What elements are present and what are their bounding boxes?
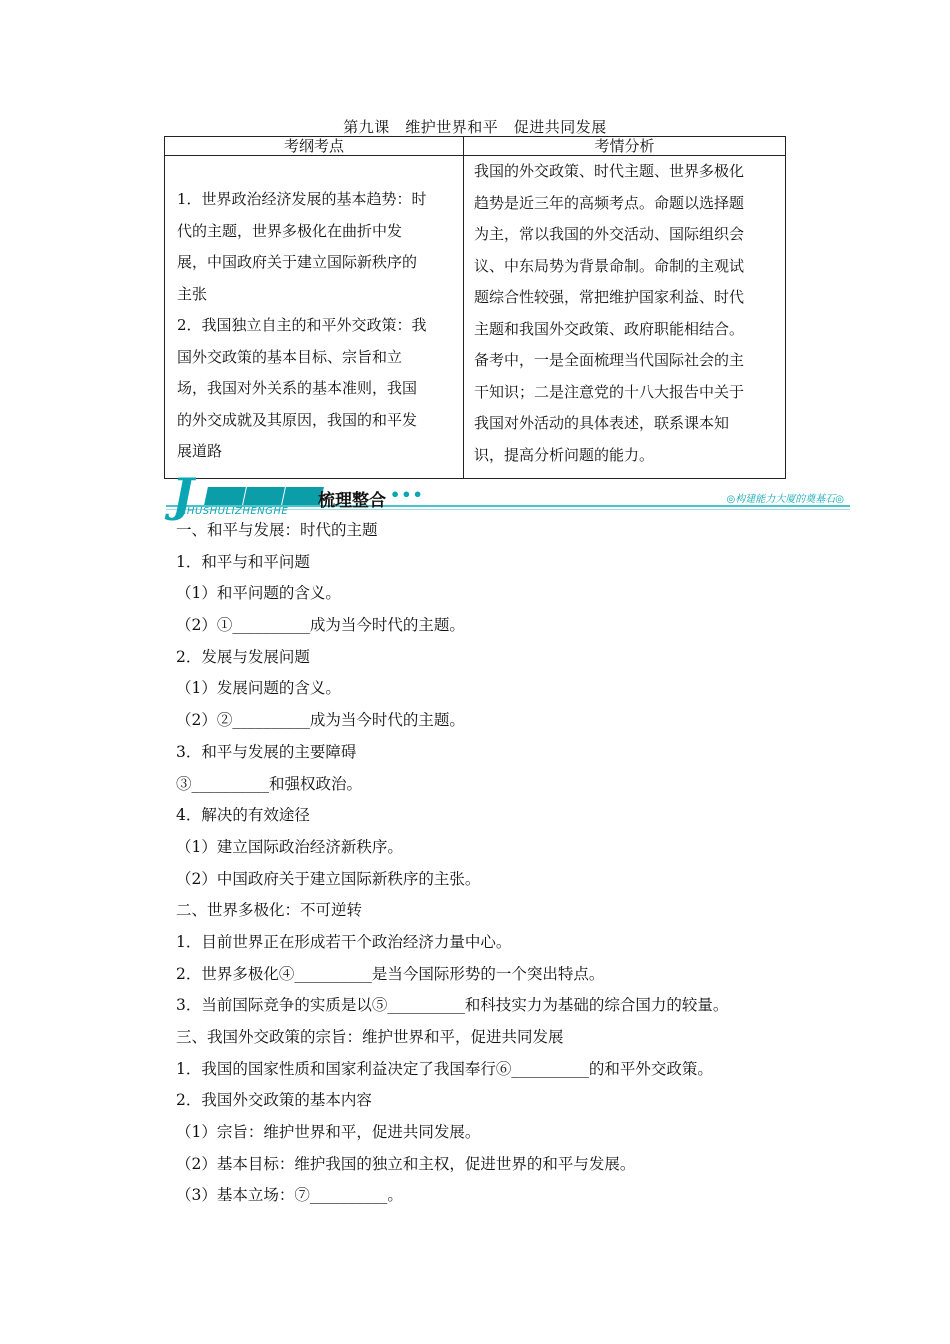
content-line: （1）和平问题的含义。 [176, 584, 341, 603]
banner-letter: J [172, 468, 194, 522]
analysis-cell [464, 156, 786, 479]
analysis-line: 识，提高分析问题的能力。 [474, 445, 655, 464]
analysis-line: 为主，常以我国的外交活动、国际组织会 [474, 225, 745, 243]
content-line: 二、世界多极化：不可逆转 [176, 901, 363, 920]
outline-line: 展，中国政府关于建立国际新秩序的 [177, 253, 418, 271]
content-line: （2）②__________成为当今时代的主题。 [176, 711, 465, 730]
table-header-analysis: 考情分析 [464, 137, 786, 156]
content-line: 1．和平与和平问题 [176, 552, 310, 571]
content-line: 2．发展与发展问题 [176, 647, 310, 666]
banner-dots: ••• [390, 485, 424, 504]
content-line: 1．我国的国家性质和国家利益决定了我国奉行⑥__________的和平外交政策。 [176, 1059, 713, 1078]
content-line: （1）宗旨：维护世界和平，促进共同发展。 [176, 1123, 481, 1142]
banner-pinyin: ICHUSHULIZHENGHE [176, 506, 289, 517]
banner-slogan: ◎构建能力大厦的奠基石◎ [726, 494, 844, 505]
content-line: （1）发展问题的含义。 [176, 679, 341, 698]
content-line: 一、和平与发展：时代的主题 [176, 521, 378, 539]
content-line: 4．解决的有效途径 [176, 806, 310, 825]
table-row [165, 156, 786, 479]
content-line: 1．目前世界正在形成若干个政治经济力量中心。 [176, 932, 512, 951]
outline-line: 2．我国独立自主的和平外交政策：我 [177, 316, 427, 334]
page-title: 第九课 维护世界和平 促进共同发展 [343, 118, 607, 136]
table-header-row [165, 137, 786, 156]
content-line: （2）基本目标：维护我国的独立和主权，促进世界的和平与发展。 [176, 1154, 636, 1173]
content-line: 2．世界多极化④__________是当今国际形势的一个突出特点。 [176, 964, 605, 983]
content-line: （2）①__________成为当今时代的主题。 [176, 616, 465, 635]
outline-line: 代的主题，世界多极化在曲折中发 [177, 221, 403, 240]
analysis-line: 干知识；二是注意党的十八大报告中关于 [474, 382, 745, 401]
banner-title: 梳理整合 [318, 491, 386, 511]
content-line: （3）基本立场：⑦__________。 [176, 1186, 403, 1205]
outline-line: 场，我国对外关系的基本准则，我国 [177, 379, 418, 397]
analysis-line: 题综合性较强，常把维护国家利益、时代 [474, 288, 745, 306]
outline-line: 主张 [177, 284, 208, 303]
outline-line: 的外交成就及其原因，我国的和平发 [177, 410, 418, 429]
exam-table [164, 136, 786, 479]
content-line: （2）中国政府关于建立国际新秩序的主张。 [176, 869, 481, 888]
content-line: 3．当前国际竞争的实质是以⑤__________和科技实力为基础的综合国力的较量。 [176, 996, 729, 1015]
outline-line: 1．世界政治经济发展的基本趋势：时 [177, 190, 427, 208]
analysis-line: 趋势是近三年的高频考点。命题以选择题 [474, 193, 745, 212]
content-line: 2．我国外交政策的基本内容 [176, 1091, 372, 1110]
content-line: 三、我国外交政策的宗旨：维护世界和平，促进共同发展 [176, 1028, 564, 1046]
analysis-line: 备考中，一是全面梳理当代国际社会的主 [474, 351, 745, 369]
content-line: ③__________和强权政治。 [176, 774, 363, 793]
content-body [176, 515, 728, 1212]
content-line: 3．和平与发展的主要障碍 [176, 742, 357, 761]
content-line: （1）建立国际政治经济新秩序。 [176, 837, 403, 856]
analysis-line: 主题和我国外交政策、政府职能相结合。 [474, 319, 745, 338]
analysis-line: 议、中东局势为背景命制。命制的主观试 [474, 256, 745, 275]
analysis-line: 我国的外交政策、时代主题、世界多极化 [474, 162, 745, 180]
outline-line: 国外交政策的基本目标、宗旨和立 [177, 347, 403, 366]
outline-cell [165, 156, 464, 479]
outline-line: 展道路 [177, 442, 223, 460]
analysis-line: 我国对外活动的具体表述，联系课本知 [474, 414, 730, 432]
table-header-outline: 考纲考点 [165, 137, 464, 156]
